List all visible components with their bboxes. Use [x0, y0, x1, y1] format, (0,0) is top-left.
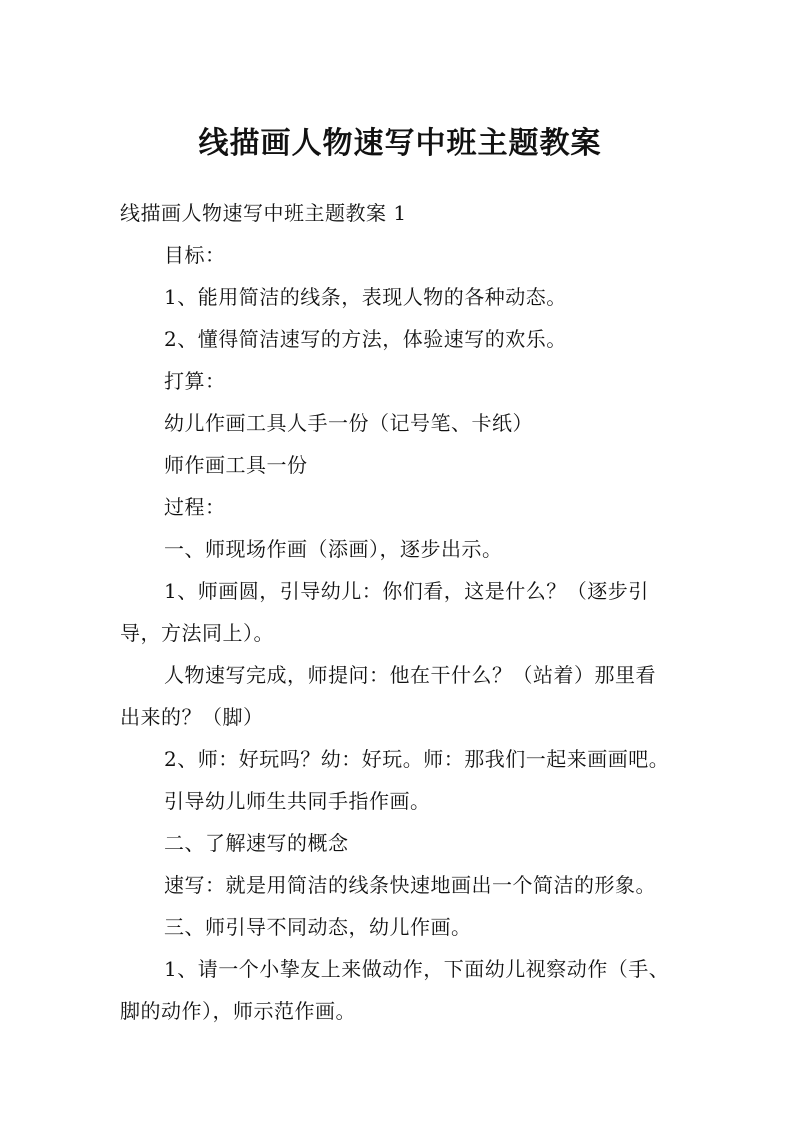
paragraph-process-label: 过程：	[164, 495, 226, 519]
section-heading-1: 线描画人物速写中班主题教案 1	[120, 201, 407, 225]
paragraph-step-1-1-line-2: 导，方法同上）。	[120, 621, 274, 645]
paragraph-question-line-2: 出来的？（脚）	[120, 705, 264, 729]
paragraph-goal-1: 1、能用简洁的线条，表现人物的各种动态。	[164, 285, 567, 309]
paragraph-goal-2: 2、懂得简洁速写的方法，体验速写的欢乐。	[164, 327, 567, 351]
paragraph-question-line-1: 人物速写完成，师提问：他在干什么？（站着）那里看	[164, 663, 656, 687]
paragraph-step-1-2: 2、师：好玩吗？幼：好玩。师：那我们一起来画画吧。	[164, 747, 670, 771]
paragraph-step-1: 一、师现场作画（添画），逐步出示。	[164, 537, 503, 561]
paragraph-sketch-definition: 速写：就是用简洁的线条快速地画出一个简洁的形象。	[164, 873, 656, 897]
paragraph-prep-label: 打算：	[164, 369, 226, 393]
document-title: 线描画人物速写中班主题教案	[198, 126, 602, 161]
paragraph-step-3-1-line-2: 脚的动作），师示范作画。	[120, 999, 356, 1023]
paragraph-step-2: 二、了解速写的概念	[164, 831, 349, 855]
paragraph-step-3: 三、师引导不同动态，幼儿作画。	[164, 915, 472, 939]
paragraph-prep-1: 幼儿作画工具人手一份（记号笔、卡纸）	[164, 411, 533, 435]
paragraph-goal-label: 目标：	[164, 243, 226, 267]
paragraph-step-3-1-line-1: 1、请一个小挚友上来做动作，下面幼儿视察动作（手、	[164, 957, 670, 981]
paragraph-step-1-1-line-1: 1、师画圆，引导幼儿：你们看，这是什么？（逐步引	[164, 579, 649, 603]
paragraph-finger-drawing: 引导幼儿师生共同手指作画。	[164, 789, 431, 813]
paragraph-prep-2: 师作画工具一份	[164, 453, 308, 477]
